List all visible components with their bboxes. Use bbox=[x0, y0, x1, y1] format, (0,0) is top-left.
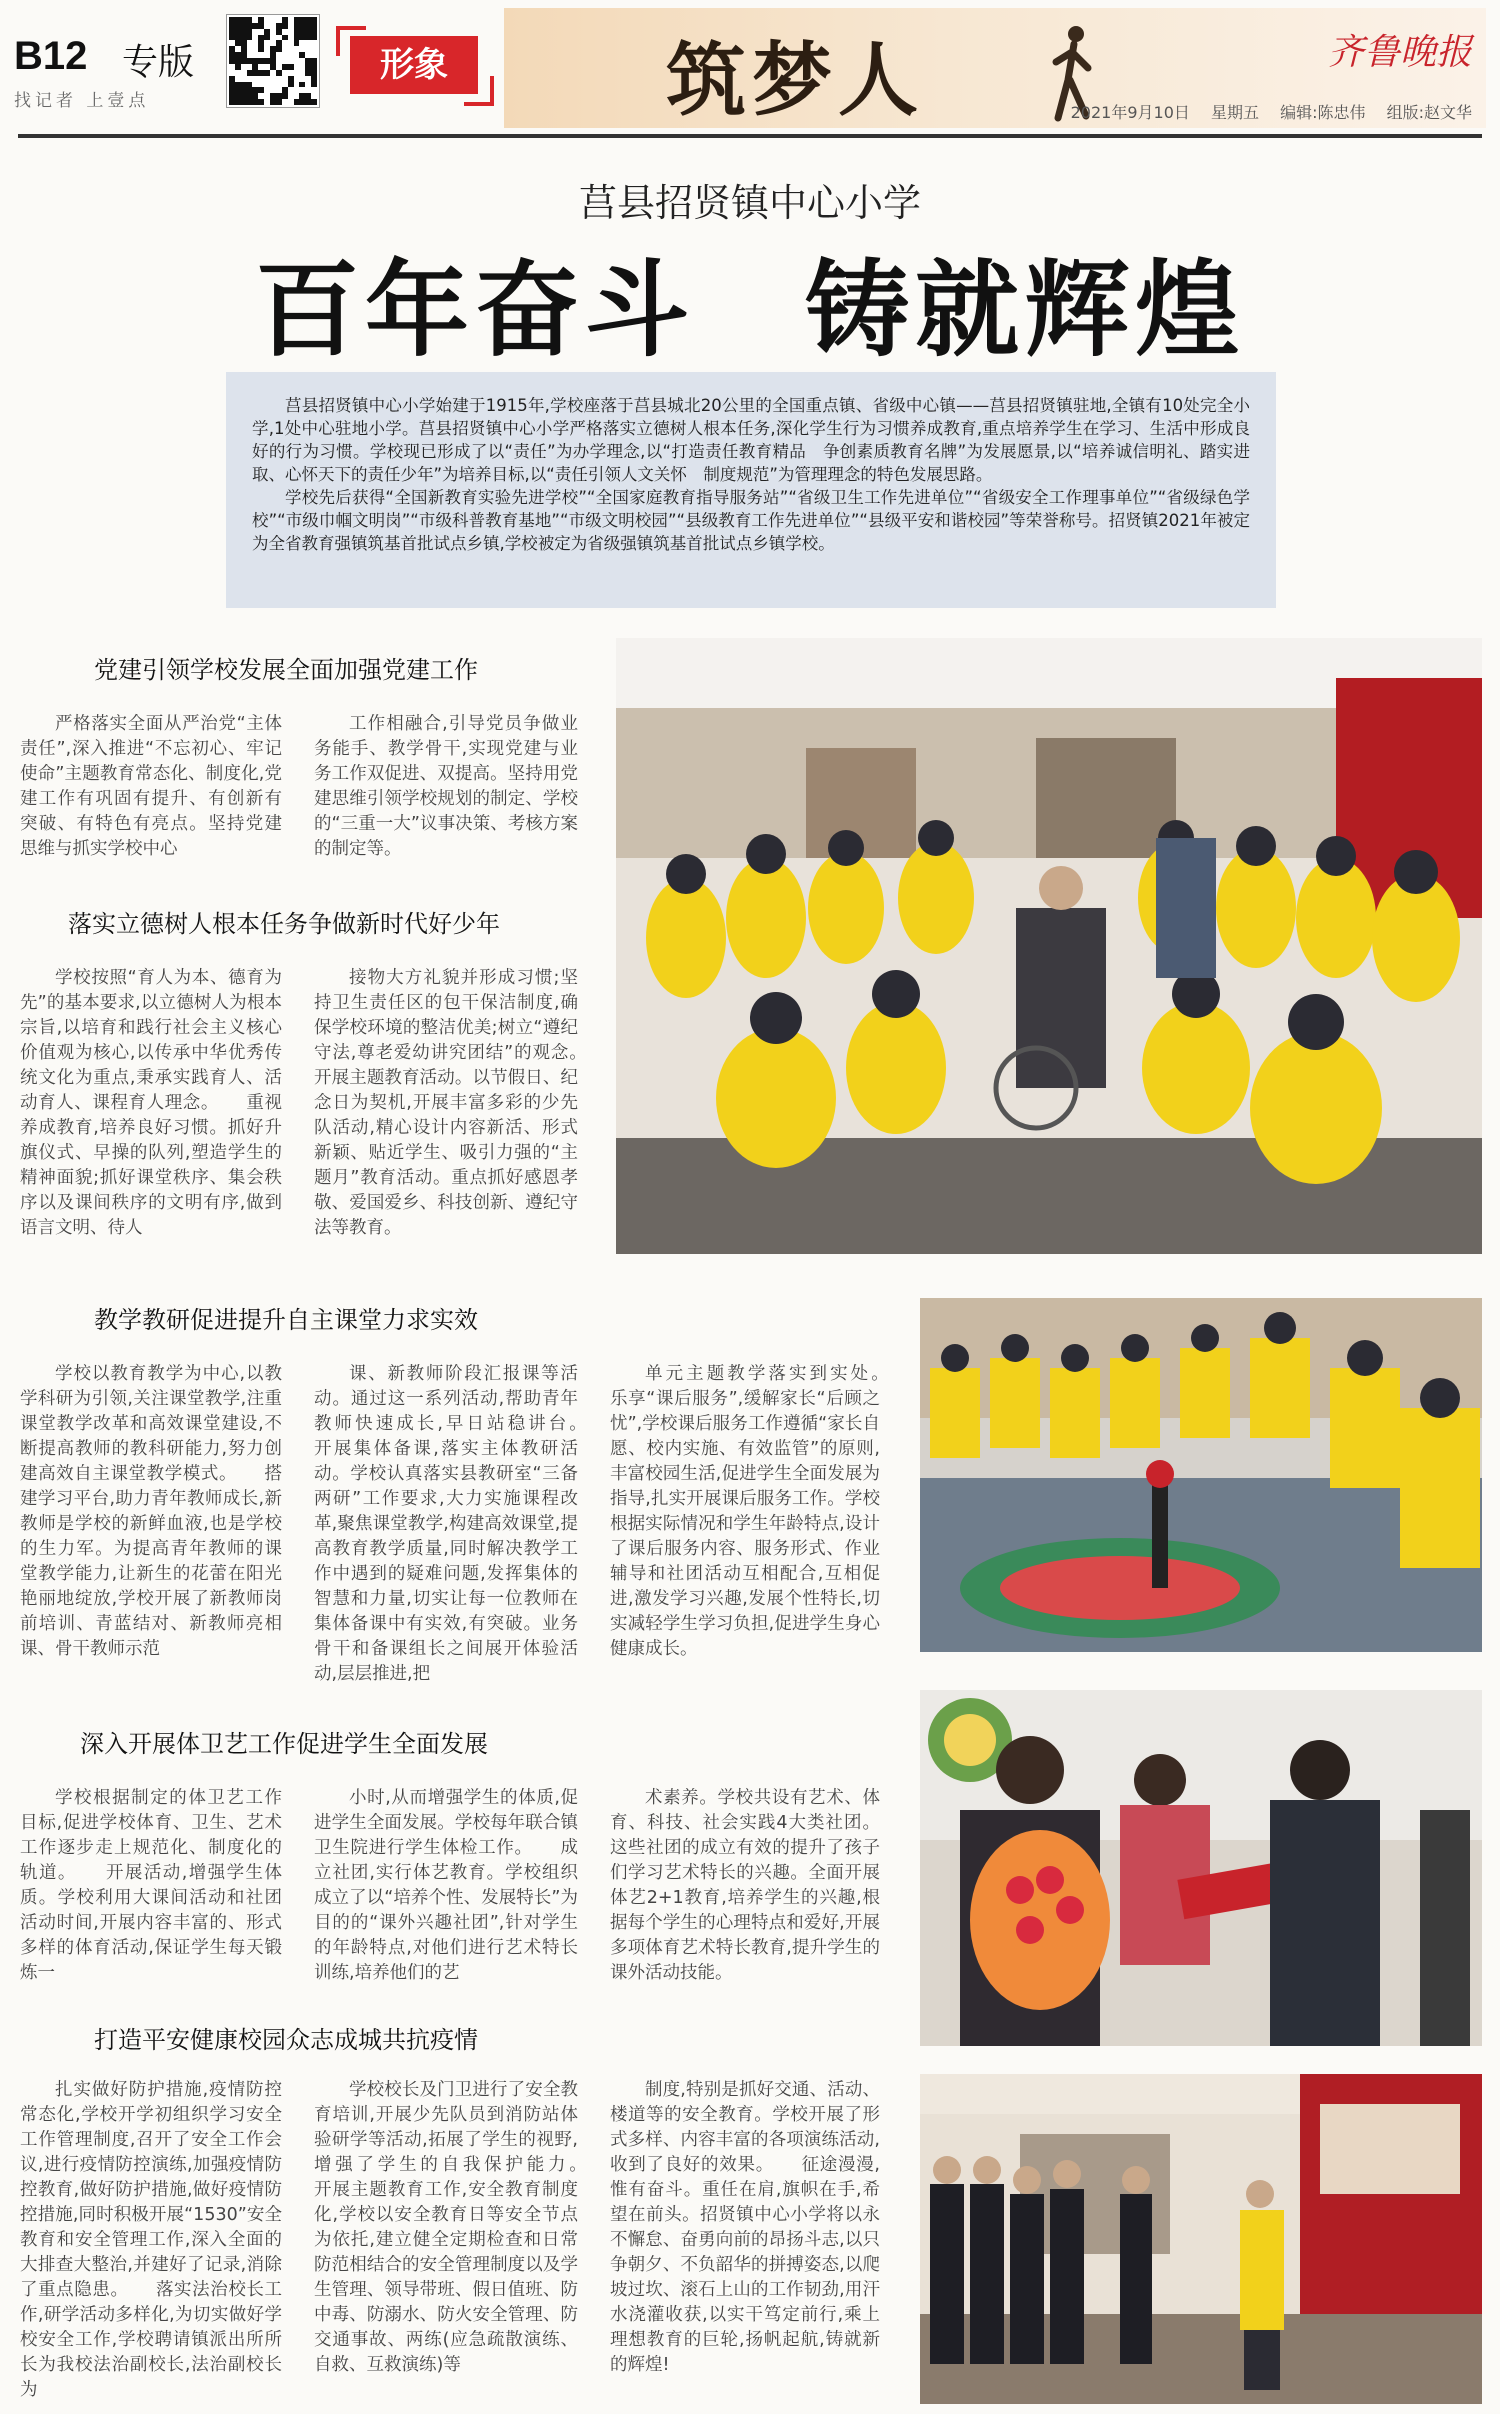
section-title: 深入开展体卫艺工作促进学生全面发展 bbox=[80, 1730, 488, 1758]
intro-paragraph: 莒县招贤镇中心小学始建于1915年,学校座落于莒县城北20公里的全国重点镇、省级中心镇——莒县招贤镇驻地,全镇有10处完全小学,1处中心驻地小学。莒县招贤镇中心小学严格落实立德树人根本任务,深化学生行为习惯养成教育,重点培养学生在学习、生活中形成良好的行为习惯。学校现已形成了以“责任”为办学理念,以“打造责任教育精品 争创素质教育名牌”为发展愿景,以“培养诚信明礼、踏实进取、心怀天下的责任少年”为培养目标,以“责任引领人文关怀 制度规范”为管理理念的特色发展思路。 bbox=[252, 396, 1250, 484]
text-column: 严格落实全面从严治党“主体责任”,深入推进“不忘初心、牢记使命”主题教育常态化、制度化,党建工作有巩固有提升、有创新有突破、有特色有亮点。坚持党建思维与抓实学校中心 bbox=[20, 714, 282, 859]
text-column: 单元主题教学落实到实处。 乐享“课后服务”,缓解家长“后顾之忧”,学校课后服务工作遵循“家长自愿、校内实施、有效监管”的原则,丰富校园生活,促进学生全面发展为指导,扎实开展课后服务工作。学校根据实际情况和学生年龄特点,设计了课后服务内容、服务形式、作业辅导和社团活动互相配合,互相促进,激发学习兴趣,发展个性特长,切实减轻学生学习负担,促进学生身心健康成长。 bbox=[610, 1364, 915, 1659]
intro-paragraph: 学校先后获得“全国新教育实验先进学校”“全国家庭教育指导服务站”“省级卫生工作先进单位”“省级安全工作理事单位”“省级绿色学校”“市级巾帼文明岗”“市级科普教育基地”“市级文明校园”“县级教育工作先进单位”“县级平安和谐校园”等荣誉称号。招贤镇2021年被定为全省教育强镇筑基首批试点乡镇,学校被定为省级强镇筑基首批试点乡镇学校。 bbox=[252, 488, 1250, 553]
text-column: 学校以教育教学为中心,以教学科研为引领,关注课堂教学,注重课堂教学改革和高效课堂建设,不断提高教师的教科研能力,努力创建高效自主课堂教学模式。 搭建学习平台,助力青年教师成长,新教师是学校的新鲜血液,也是学校的生力军。为提高青年教师的课堂教学能力,让新生的花蕾在阳光艳丽地绽放,学校开展了新教师岗前培训、青蓝结对、新教师亮相课、骨干教师示范 bbox=[20, 1364, 282, 1659]
section-title: 打造平安健康校园众志成城共抗疫情 bbox=[94, 2026, 478, 2054]
text-column: 学校校长及门卫进行了安全教育培训,开展少先队员到消防站体验研学等活动,拓展了学生的视野,增强了学生的自我保护能力。 开展主题教育工作,安全教育制度化,学校以安全教育日等安全节点为依托,建立健全定期检查和日常防范相结合的安全管理制度以及学生管理、领导带班、假日值班、防中毒、防溺水、防火安全管理、防交通事故、两练(应急疏散演练、自救、互救演练)等 bbox=[314, 2080, 613, 2375]
issue-date: 2021年9月10日 bbox=[1070, 103, 1190, 122]
masthead bbox=[14, 8, 1486, 126]
section-title: 党建引领学校发展全面加强党建工作 bbox=[94, 656, 478, 684]
issue-weekday: 星期五 bbox=[1210, 103, 1259, 122]
text-column: 小时,从而增强学生的体质,促进学生全面发展。学校每年联合镇卫生院进行学生体检工作。 成立社团,实行体艺教育。学校组织成立了以“培养个性、发展特长”为目的的“课外兴趣社团”,针对学生的年龄特点,对他们进行艺术特长训练,培养他们的艺 bbox=[314, 1788, 578, 1983]
qr-code-icon[interactable] bbox=[226, 14, 320, 108]
header-rule bbox=[18, 134, 1482, 138]
text-column: 扎实做好防护措施,疫情防控常态化,学校开学初组织学习安全工作管理制度,召开了安全工作会议,进行疫情防控演练,加强疫情防控教育,做好防护措施,做好疫情防控措施,同时积极开展“1530”安全教育和安全管理工作,深入全面的大排查大整治,并建好了记录,消除了重点隐患。 落实法治校长工作,研学活动多样化,为切实做好学校安全工作,学校聘请镇派出所所长为我校法治副校长,法治副校长为 bbox=[20, 2080, 282, 2400]
photo-students-chess-robot bbox=[920, 1298, 1482, 1652]
photo-students-with-veteran bbox=[616, 638, 1482, 1254]
text-column: 制度,特别是抓好交通、活动、楼道等的安全教育。学校开展了形式多样、内容丰富的各项演练活动,收到了良好的效果。 征途漫漫,惟有奋斗。重任在肩,旗帜在手,希望在前头。招贤镇中心小学将以永不懈怠、奋勇向前的昂扬斗志,以只争朝夕、不负韶华的拼搏姿态,以爬坡过坎、滚石上山的工作韧劲,用汗水浇灌收获,以实干笃定前行,乘上理想教育的巨轮,扬帆起航,铸就新的辉煌! bbox=[610, 2080, 880, 2375]
designer-credit: 组版:赵文华 bbox=[1386, 103, 1472, 122]
section-title: 落实立德树人根本任务争做新时代好少年 bbox=[68, 910, 500, 938]
page-number: B12 bbox=[14, 34, 88, 78]
section-title: 教学教研促进提升自主课堂力求实效 bbox=[94, 1306, 478, 1334]
newspaper-name: 齐鲁晚报 bbox=[1327, 32, 1472, 73]
text-column: 课、新教师阶段汇报课等活动。通过这一系列活动,帮助青年教师快速成长,早日站稳讲台。 开展集体备课,落实主体教研活动。学校认真落实县教研室“三备两研”工作要求,大力实施课程改革,聚焦课堂教学,构建高效课堂,提高教育教学质量,同时解决教学工作中遇到的疑难问题,发挥集体的智慧和力量,切实让每一位教师在集体备课中有实效,有突破。业务骨干和备课组长之间展开体验活动,层层推进,把 bbox=[314, 1364, 613, 1684]
article-headline: 百年奋斗 铸就辉煌 bbox=[254, 249, 1245, 371]
section-name: 专版 bbox=[122, 42, 195, 83]
section-badge bbox=[336, 26, 494, 106]
editor-credit: 编辑:陈忠伟 bbox=[1280, 103, 1366, 122]
tagline: 找记者 上壹点 bbox=[14, 91, 150, 111]
text-column: 学校按照“育人为本、德育为先”的基本要求,以立德树人为根本宗旨,以培育和践行社会主义核心价值观为核心,以传承中华优秀传统文化为重点,秉承实践育人、活动育人、课程育人理念。 重视养成教育,培养良好习惯。抓好升旗仪式、早操的队列,塑造学生的精神面貌;抓好课堂秩序、集会秩序以及课间秩序的文明有序,做到语言文明、待人 bbox=[20, 968, 282, 1238]
text-column: 学校根据制定的体卫艺工作目标,促进学校体育、卫生、艺术工作逐步走上规范化、制度化的轨道。 开展活动,增强学生体质。学校利用大课间活动和社团活动时间,开展内容丰富的、形式多样的体育活动,保证学生每天锻炼一 bbox=[20, 1788, 282, 1983]
column-banner bbox=[504, 8, 1486, 128]
badge-label: 形象 bbox=[350, 36, 478, 94]
issue-info bbox=[1071, 100, 1472, 123]
photo-red-exhibition-hall bbox=[920, 2074, 1482, 2404]
intro-box bbox=[226, 372, 1276, 608]
text-column: 术素养。学校共设有艺术、体育、科技、社会实践4大类社团。这些社团的成立有效的提升了孩子们学习艺术特长的兴趣。全面开展体艺2+1教育,培养学生的兴趣,根据每个学生的心理特点和爱好,开展多项体育艺术特长教育,提升学生的课外活动技能。 bbox=[610, 1788, 880, 1983]
photo-teacher-award-flowers bbox=[920, 1690, 1482, 2046]
banner-title: 筑梦人 bbox=[666, 33, 924, 127]
text-column: 工作相融合,引导党员争做业务能手、教学骨干,实现党建与业务工作双促进、双提高。坚持用党建思维引领学校规划的制定、学校的“三重一大”议事决策、考核方案的制定等。 bbox=[314, 714, 578, 859]
article-subhead: 莒县招贤镇中心小学 bbox=[578, 181, 921, 225]
text-column: 接物大方礼貌并形成习惯;坚持卫生责任区的包干保洁制度,确保学校环境的整洁优美;树立“遵纪守法,尊老爱幼讲究团结”的观念。 开展主题教育活动。以节假日、纪念日为契机,开展丰富多彩的少先队活动,精心设计内容新活、形式新颖、贴近学生、吸引力强的“主题月”教育活动。重点抓好感恩孝敬、爱国爱乡、科技创新、遵纪守法等教育。 bbox=[314, 968, 613, 1238]
